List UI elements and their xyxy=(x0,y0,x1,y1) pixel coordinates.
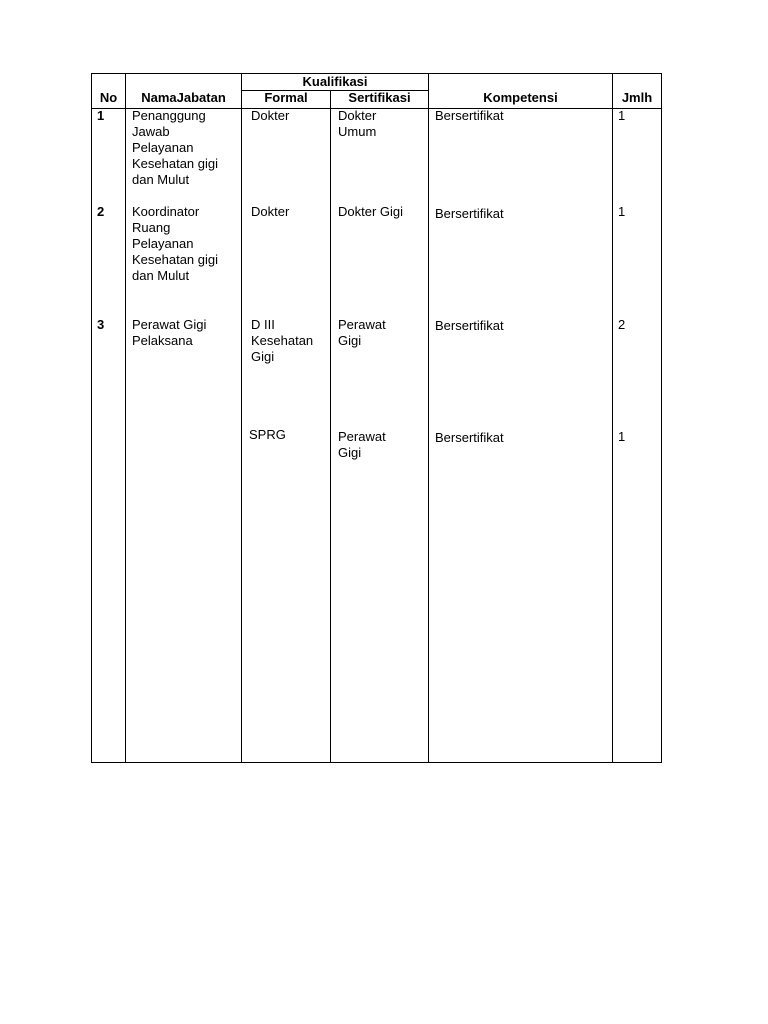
row-1-no: 1 xyxy=(97,108,105,123)
row-2-jmlh: 1 xyxy=(618,204,626,219)
row-4-formal: SPRG xyxy=(249,427,286,442)
row-1-sertifikasi: Dokter Umum xyxy=(338,108,377,139)
header-kualifikasi: Kualifikasi xyxy=(302,74,368,89)
header-sertifikasi: Sertifikasi xyxy=(348,90,411,105)
row-4-sertifikasi: Perawat Gigi xyxy=(338,429,386,460)
row-2-sertifikasi: Dokter Gigi xyxy=(338,204,404,219)
row-3-no: 3 xyxy=(97,317,105,332)
row-3-jmlh: 2 xyxy=(618,317,626,332)
row-2-nama-jabatan: Koordinator Ruang Pelayanan Kesehatan gigi dan Mulut xyxy=(132,204,219,283)
row-3-kompetensi: Bersertifikat xyxy=(435,318,504,333)
header-nama-jabatan: NamaJabatan xyxy=(141,90,226,105)
column-divider-kompetensi xyxy=(612,74,613,762)
row-3-nama-jabatan: Perawat Gigi Pelaksana xyxy=(132,317,207,348)
row-2-kompetensi: Bersertifikat xyxy=(435,206,504,221)
column-divider-formal xyxy=(330,90,331,762)
header-formal: Formal xyxy=(264,90,308,105)
column-divider-nama xyxy=(241,74,242,762)
row-1-kompetensi: Bersertifikat xyxy=(435,108,504,123)
row-4-kompetensi: Bersertifikat xyxy=(435,430,504,445)
row-1-formal: Dokter xyxy=(251,108,290,123)
row-2-no: 2 xyxy=(97,204,105,219)
header-no: No xyxy=(99,90,118,105)
staffing-table xyxy=(91,73,662,763)
column-divider-sertifikasi xyxy=(428,74,429,762)
column-divider-no xyxy=(125,74,126,762)
row-3-sertifikasi: Perawat Gigi xyxy=(338,317,386,348)
header-kompetensi: Kompetensi xyxy=(483,90,558,105)
header-jmlh: Jmlh xyxy=(621,90,653,105)
row-3-formal: D III Kesehatan Gigi xyxy=(251,317,314,364)
row-1-nama-jabatan: Penanggung Jawab Pelayanan Kesehatan gigi dan Mulut xyxy=(132,108,219,187)
row-2-formal: Dokter xyxy=(251,204,290,219)
row-1-jmlh: 1 xyxy=(618,108,626,123)
row-4-jmlh: 1 xyxy=(618,429,626,444)
